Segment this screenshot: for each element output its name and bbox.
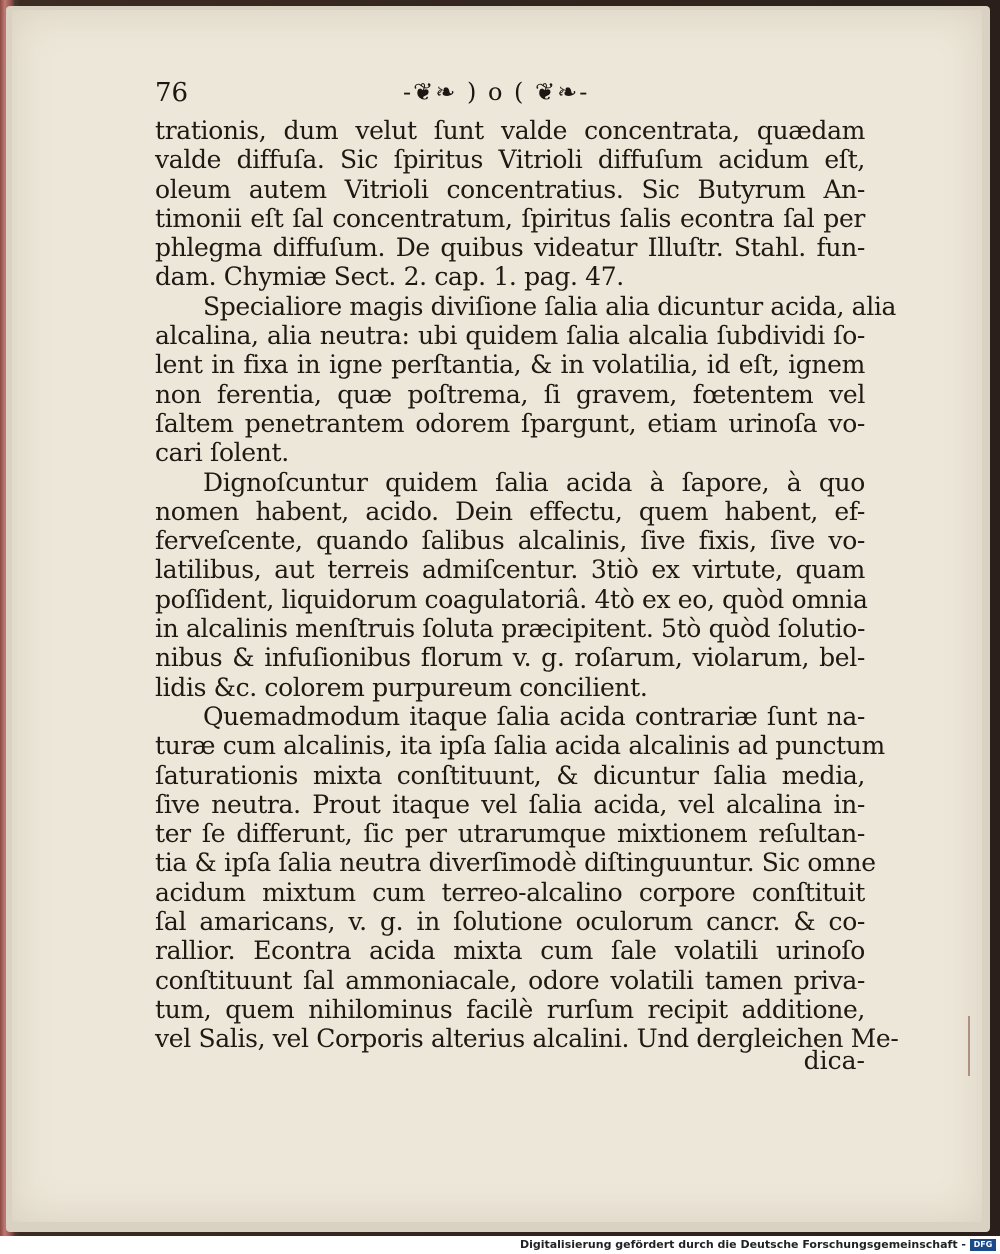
text-line: non ferentia, quæ poſtrema, ſi gravem, fœtentem vel xyxy=(155,379,865,409)
text-line: oleum autem Vitrioli concentratius. Sic Butyrum An- xyxy=(155,174,865,204)
page-number: 76 xyxy=(155,78,189,108)
text-line: rallior. Econtra acida mixta cum ſale volatili urinoſo xyxy=(155,936,865,966)
text-line: ter ſe differunt, ſic per utrarumque mixtionem reſultan- xyxy=(155,819,865,849)
text-line: tia & ipſa ſalia neutra diverſimodè diſtinguuntur. Sic omne xyxy=(155,848,876,878)
funding-credit: Digitalisierung gefördert durch die Deutsche Forschungsgemeinschaft - xyxy=(519,1238,966,1251)
text-line: turæ cum alcalinis, ita ipſa ſalia acida alcalinis ad punctum xyxy=(155,731,885,761)
body-text xyxy=(155,116,899,1054)
text-line: in alcalinis menſtruis ſoluta præcipitent. 5tò quòd ſolutio- xyxy=(155,614,866,644)
text-line: phlegma diffuſum. De quibus videatur Illuſtr. Stahl. fun- xyxy=(155,233,865,263)
running-head-ornament: -❦❧ ) o ( ❦❧- xyxy=(403,78,590,106)
text-line: tum, quem nihilominus facilè rurſum recipit additione, xyxy=(155,994,865,1024)
text-line: lent in fixa in igne perſtantia, & in volatilia, id eſt, ignem xyxy=(155,350,865,380)
text-line: ſaturationis mixta conſtituunt, & dicuntur ſalia media, xyxy=(155,760,865,790)
text-line: ſive neutra. Prout itaque vel ſalia acida, vel alcalina in- xyxy=(155,789,865,819)
text-line: lidis &c. colorem purpureum concilient. xyxy=(155,672,648,702)
page-fold-mark xyxy=(968,1016,980,1076)
text-line: alcalina, alia neutra: ubi quidem ſalia alcalia ſubdividi ſo- xyxy=(155,321,865,351)
text-line: nomen habent, acido. Dein effectu, quem habent, ef- xyxy=(155,496,865,526)
text-line: poſſident, liquidorum coagulatoriâ. 4tò ex eo, quòd omnia xyxy=(155,584,868,614)
text-line: dam. Chymiæ Sect. 2. cap. 1. pag. 47. xyxy=(155,262,624,292)
text-line: ſaltem penetrantem odorem ſpargunt, etiam urinoſa vo- xyxy=(155,408,865,438)
text-line: vel Salis, vel Corporis alterius alcalini. Und dergleichen Me- xyxy=(155,1024,899,1054)
text-line: cari ſolent. xyxy=(155,438,289,468)
text-line: nibus & infuſionibus florum v. g. roſarum, violarum, bel- xyxy=(155,643,865,673)
text-line: Quemadmodum itaque ſalia acida contrariæ ſunt na- xyxy=(203,701,865,731)
dfg-logo: DFG xyxy=(970,1239,996,1251)
text-line: Specialiore magis diviſione ſalia alia dicuntur acida, alia xyxy=(203,291,897,321)
text-line: Dignoſcuntur quidem ſalia acida à ſapore, à quo xyxy=(203,467,865,497)
text-line: timonii eſt ſal concentratum, ſpiritus ſalis econtra ſal per xyxy=(155,203,865,233)
text-line: ferveſcente, quando ſalibus alcalinis, ſive fixis, ſive vo- xyxy=(155,526,865,556)
text-line: valde diffuſa. Sic ſpiritus Vitrioli diffuſum acidum eſt, xyxy=(155,145,865,175)
text-line: latilibus, aut terreis admiſcentur. 3tiò ex virtute, quam xyxy=(155,555,865,585)
text-line: conſtituunt ſal ammoniacale, odore volatili tamen priva- xyxy=(155,965,865,995)
text-line: acidum mixtum cum terreo-alcalino corpore conſtituit xyxy=(155,877,865,907)
page-header xyxy=(155,78,865,118)
catchword: dica- xyxy=(803,1046,865,1075)
text-line: ſal amaricans, v. g. in ſolutione oculorum cancr. & co- xyxy=(155,907,865,937)
digitization-footer xyxy=(0,1236,1000,1254)
text-line: trationis, dum velut ſunt valde concentrata, quædam xyxy=(155,116,865,145)
